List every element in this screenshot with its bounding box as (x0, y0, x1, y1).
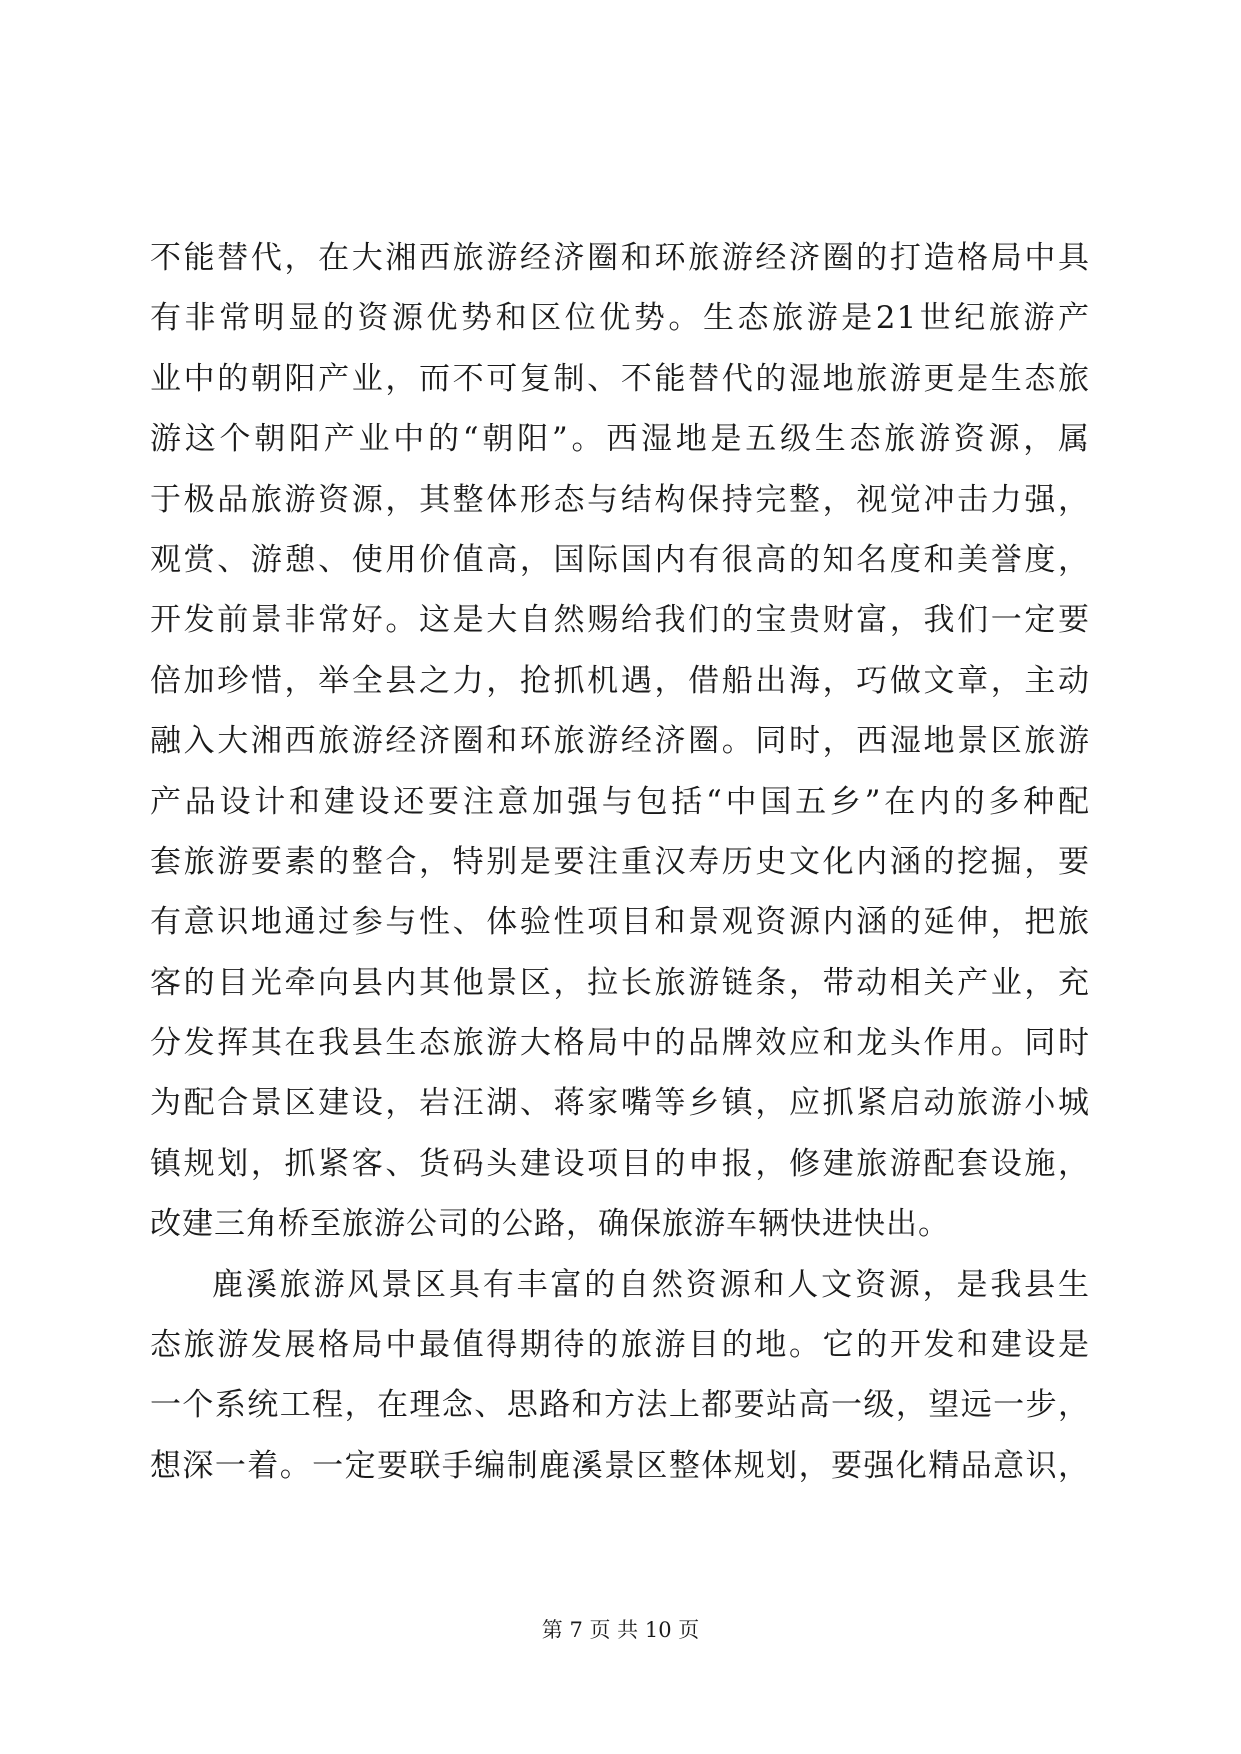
paragraph-line: 改建三角桥至旅游公司的公路，确保旅游车辆快进快出。 (150, 1206, 950, 1243)
paragraph-line: 想深一着。一定要联手编制鹿溪景区整体规划，要强化精品意识， (150, 1447, 1090, 1484)
paragraph-line: 为配合景区建设，岩汪湖、蒋家嘴等乡镇，应抓紧启动旅游小城 (150, 1085, 1090, 1122)
paragraph-line: 套旅游要素的整合，特别是要注重汉寿历史文化内涵的挖掘，要 (150, 843, 1090, 880)
paragraph-line: 不能替代，在大湘西旅游经济圈和环旅游经济圈的打造格局中具 (150, 240, 1090, 276)
paragraph-line: 分发挥其在我县生态旅游大格局中的品牌效应和龙头作用。同时 (150, 1025, 1090, 1062)
paragraph-line: 游这个朝阳产业中的“朝阳”。西湿地是五级生态旅游资源，属 (150, 421, 1090, 458)
paragraph-line: 客的目光牵向县内其他景区，拉长旅游链条，带动相关产业，充 (150, 964, 1090, 1001)
paragraph-line: 有非常明显的资源优势和区位优势。生态旅游是21世纪旅游产 (150, 300, 1090, 337)
page-footer: 第 7 页 共 10 页 (541, 1618, 700, 1642)
paragraph-line: 有意识地通过参与性、体验性项目和景观资源内涵的延伸，把旅 (150, 904, 1090, 941)
paragraph-line: 观赏、游憩、使用价值高，国际国内有很高的知名度和美誉度， (150, 541, 1090, 578)
paragraph-line: 业中的朝阳产业，而不可复制、不能替代的湿地旅游更是生态旅 (150, 360, 1090, 397)
paragraph-line: 开发前景非常好。这是大自然赐给我们的宝贵财富，我们一定要 (150, 602, 1090, 639)
paragraph-line: 镇规划，抓紧客、货码头建设项目的申报，修建旅游配套设施， (150, 1145, 1090, 1182)
paragraph-line: 于极品旅游资源，其整体形态与结构保持完整，视觉冲击力强， (150, 481, 1090, 518)
paragraph-line: 一个系统工程，在理念、思路和方法上都要站高一级，望远一步， (150, 1387, 1090, 1424)
paragraph-line: 融入大湘西旅游经济圈和环旅游经济圈。同时，西湿地景区旅游 (150, 723, 1090, 760)
body-text (150, 228, 1090, 1496)
paragraph-line: 产品设计和建设还要注意加强与包括“中国五乡”在内的多种配 (150, 783, 1090, 820)
paragraph-line: 鹿溪旅游风景区具有丰富的自然资源和人文资源，是我县生 (212, 1266, 1090, 1303)
paragraph-line: 倍加珍惜，举全县之力，抢抓机遇，借船出海，巧做文章，主动 (150, 662, 1090, 699)
paragraph-line: 态旅游发展格局中最值得期待的旅游目的地。它的开发和建设是 (150, 1327, 1090, 1364)
